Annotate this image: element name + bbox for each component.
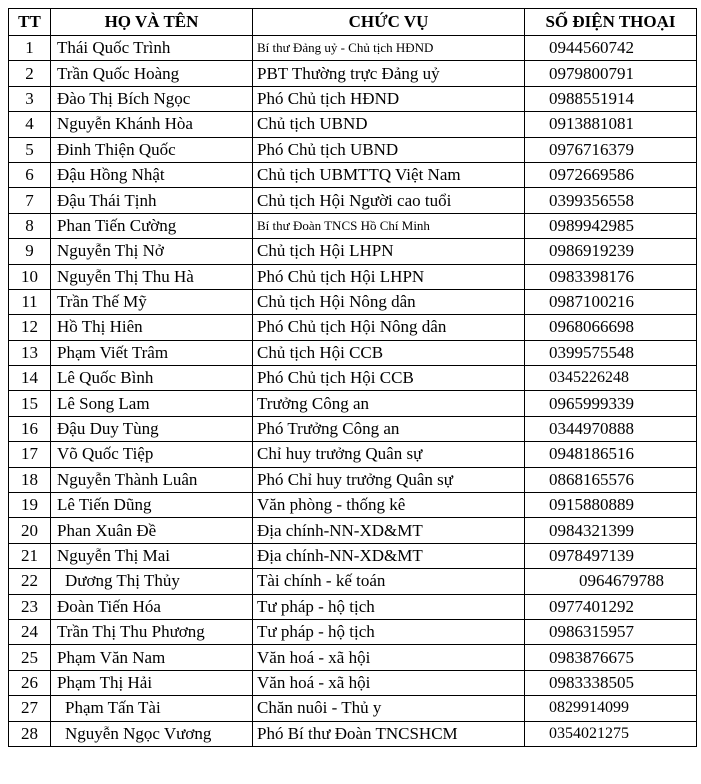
table-row <box>9 619 697 644</box>
person-role: Tài chính - kế toán <box>253 569 525 594</box>
table-row <box>9 112 697 137</box>
person-role: Chủ tịch UBMTTQ Việt Nam <box>253 162 525 187</box>
row-number: 6 <box>9 162 51 187</box>
table-row <box>9 670 697 695</box>
person-name: Dương Thị Thủy <box>51 569 253 594</box>
person-role: Phó Chỉ huy trưởng Quân sự <box>253 467 525 492</box>
person-phone: 0944560742 <box>525 36 697 61</box>
person-phone: 0989942985 <box>525 213 697 238</box>
person-name: Phạm Viết Trâm <box>51 340 253 365</box>
person-phone: 0829914099 <box>525 696 697 721</box>
row-number: 9 <box>9 239 51 264</box>
person-phone: 0968066698 <box>525 315 697 340</box>
person-phone: 0965999339 <box>525 391 697 416</box>
row-number: 20 <box>9 518 51 543</box>
person-role: PBT Thường trực Đảng uỷ <box>253 61 525 86</box>
person-role: Phó Chủ tịch Hội CCB <box>253 366 525 391</box>
person-phone: 0868165576 <box>525 467 697 492</box>
person-role: Phó Chủ tịch HĐND <box>253 86 525 111</box>
person-role: Tư pháp - hộ tịch <box>253 619 525 644</box>
table-row <box>9 239 697 264</box>
table-row <box>9 36 697 61</box>
row-number: 2 <box>9 61 51 86</box>
table-row <box>9 86 697 111</box>
row-number: 23 <box>9 594 51 619</box>
person-phone: 0976716379 <box>525 137 697 162</box>
person-name: Đậu Duy Tùng <box>51 416 253 441</box>
person-phone: 0983338505 <box>525 670 697 695</box>
table-row <box>9 289 697 314</box>
person-name: Nguyễn Ngọc Vương <box>51 721 253 746</box>
row-number: 3 <box>9 86 51 111</box>
row-number: 11 <box>9 289 51 314</box>
row-number: 22 <box>9 569 51 594</box>
person-name: Nguyễn Thị Nở <box>51 239 253 264</box>
person-name: Lê Song Lam <box>51 391 253 416</box>
person-role: Văn hoá - xã hội <box>253 645 525 670</box>
person-name: Nguyễn Thị Mai <box>51 543 253 568</box>
row-number: 15 <box>9 391 51 416</box>
person-role: Phó Trưởng Công an <box>253 416 525 441</box>
row-number: 5 <box>9 137 51 162</box>
table-row <box>9 493 697 518</box>
table-row <box>9 543 697 568</box>
table-row <box>9 188 697 213</box>
table-row <box>9 264 697 289</box>
person-name: Lê Tiến Dũng <box>51 493 253 518</box>
person-phone: 0983876675 <box>525 645 697 670</box>
table-row <box>9 391 697 416</box>
person-phone: 0948186516 <box>525 442 697 467</box>
row-number: 24 <box>9 619 51 644</box>
table-row <box>9 340 697 365</box>
person-role: Chủ tịch Hội Nông dân <box>253 289 525 314</box>
table-row <box>9 467 697 492</box>
person-phone: 0399575548 <box>525 340 697 365</box>
person-role: Tư pháp - hộ tịch <box>253 594 525 619</box>
person-name: Đào Thị Bích Ngọc <box>51 86 253 111</box>
person-phone: 0987100216 <box>525 289 697 314</box>
person-phone: 0983398176 <box>525 264 697 289</box>
table-row <box>9 696 697 721</box>
person-role: Văn hoá - xã hội <box>253 670 525 695</box>
person-name: Trần Quốc Hoàng <box>51 61 253 86</box>
table-row <box>9 366 697 391</box>
person-name: Đậu Thái Tịnh <box>51 188 253 213</box>
person-name: Phạm Văn Nam <box>51 645 253 670</box>
table-row <box>9 721 697 746</box>
person-name: Phan Xuân Đề <box>51 518 253 543</box>
table-row <box>9 315 697 340</box>
header-tt: TT <box>9 9 51 36</box>
person-phone: 0972669586 <box>525 162 697 187</box>
person-name: Lê Quốc Bình <box>51 366 253 391</box>
table-row <box>9 213 697 238</box>
person-name: Võ Quốc Tiệp <box>51 442 253 467</box>
person-role: Phó Chủ tịch UBND <box>253 137 525 162</box>
person-phone: 0913881081 <box>525 112 697 137</box>
person-phone: 0399356558 <box>525 188 697 213</box>
person-role: Bí thư Đoàn TNCS Hồ Chí Minh <box>253 213 525 238</box>
person-role: Phó Bí thư Đoàn TNCSHCM <box>253 721 525 746</box>
person-phone: 0979800791 <box>525 61 697 86</box>
person-role: Chủ tịch Hội Người cao tuổi <box>253 188 525 213</box>
person-role: Địa chính-NN-XD&MT <box>253 518 525 543</box>
person-phone: 0345226248 <box>525 366 697 391</box>
person-role: Trưởng Công an <box>253 391 525 416</box>
person-phone: 0988551914 <box>525 86 697 111</box>
person-name: Nguyễn Thành Luân <box>51 467 253 492</box>
person-role: Chủ tịch Hội LHPN <box>253 239 525 264</box>
table-row <box>9 645 697 670</box>
person-name: Thái Quốc Trình <box>51 36 253 61</box>
person-role: Chủ tịch UBND <box>253 112 525 137</box>
person-phone: 0986315957 <box>525 619 697 644</box>
person-phone: 0354021275 <box>525 721 697 746</box>
header-row <box>9 9 697 36</box>
header-name: HỌ VÀ TÊN <box>51 9 253 36</box>
table-body <box>9 36 697 747</box>
table-row <box>9 137 697 162</box>
person-phone: 0964679788 <box>525 569 697 594</box>
person-role: Chủ tịch Hội CCB <box>253 340 525 365</box>
person-phone: 0977401292 <box>525 594 697 619</box>
row-number: 18 <box>9 467 51 492</box>
person-phone: 0344970888 <box>525 416 697 441</box>
person-name: Đoàn Tiến Hóa <box>51 594 253 619</box>
person-name: Đậu Hồng Nhật <box>51 162 253 187</box>
person-phone: 0915880889 <box>525 493 697 518</box>
person-role: Địa chính-NN-XD&MT <box>253 543 525 568</box>
person-phone: 0986919239 <box>525 239 697 264</box>
person-name: Hồ Thị Hiên <box>51 315 253 340</box>
row-number: 13 <box>9 340 51 365</box>
row-number: 10 <box>9 264 51 289</box>
person-name: Đinh Thiện Quốc <box>51 137 253 162</box>
person-name: Phạm Tấn Tài <box>51 696 253 721</box>
person-name: Nguyễn Thị Thu Hà <box>51 264 253 289</box>
person-phone: 0978497139 <box>525 543 697 568</box>
person-role: Chăn nuôi - Thủ y <box>253 696 525 721</box>
row-number: 17 <box>9 442 51 467</box>
table-row <box>9 61 697 86</box>
row-number: 8 <box>9 213 51 238</box>
row-number: 1 <box>9 36 51 61</box>
header-phone: SỐ ĐIỆN THOẠI <box>525 9 697 36</box>
table-row <box>9 162 697 187</box>
person-name: Nguyễn Khánh Hòa <box>51 112 253 137</box>
person-role: Văn phòng - thống kê <box>253 493 525 518</box>
table-row <box>9 594 697 619</box>
person-phone: 0984321399 <box>525 518 697 543</box>
row-number: 7 <box>9 188 51 213</box>
row-number: 19 <box>9 493 51 518</box>
table-row <box>9 518 697 543</box>
person-role: Phó Chủ tịch Hội Nông dân <box>253 315 525 340</box>
table-row <box>9 442 697 467</box>
row-number: 25 <box>9 645 51 670</box>
person-name: Trần Thế Mỹ <box>51 289 253 314</box>
person-role: Chỉ huy trưởng Quân sự <box>253 442 525 467</box>
row-number: 28 <box>9 721 51 746</box>
row-number: 27 <box>9 696 51 721</box>
row-number: 4 <box>9 112 51 137</box>
row-number: 16 <box>9 416 51 441</box>
row-number: 26 <box>9 670 51 695</box>
row-number: 21 <box>9 543 51 568</box>
contact-table <box>8 8 697 747</box>
table-row <box>9 416 697 441</box>
table-row <box>9 569 697 594</box>
row-number: 14 <box>9 366 51 391</box>
row-number: 12 <box>9 315 51 340</box>
person-role: Bí thư Đảng uỷ - Chủ tịch HĐND <box>253 36 525 61</box>
header-role: CHỨC VỤ <box>253 9 525 36</box>
person-name: Phan Tiến Cường <box>51 213 253 238</box>
person-name: Trần Thị Thu Phương <box>51 619 253 644</box>
person-role: Phó Chủ tịch Hội LHPN <box>253 264 525 289</box>
person-name: Phạm Thị Hải <box>51 670 253 695</box>
